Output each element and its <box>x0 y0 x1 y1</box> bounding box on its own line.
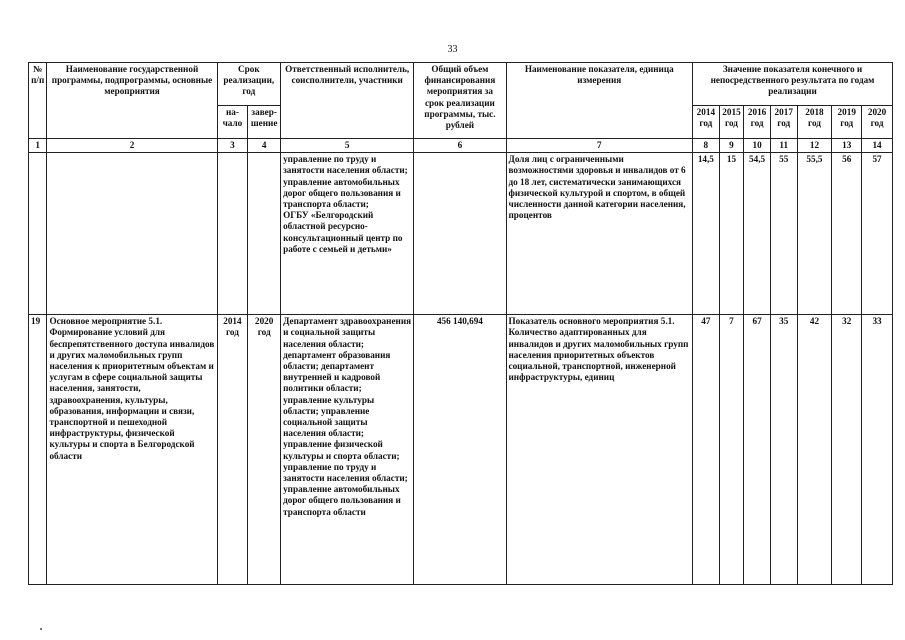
row-funding <box>414 153 506 315</box>
header-year-2014: 2014 год <box>693 106 720 139</box>
row-value-2020: 57 <box>862 153 893 315</box>
row-value-2018: 42 <box>797 315 832 585</box>
row-executors: управление по труду и занятости населения области; управление автомобильных дорог общего пользования и транспорта области; ОГБУ «Белгородский областной ресурсно-консультационный центр по работе с семьей и детьми» <box>281 153 414 315</box>
column-number: 3 <box>217 139 248 153</box>
row-value-2017: 55 <box>770 153 797 315</box>
column-number: 12 <box>797 139 832 153</box>
column-number: 1 <box>29 139 47 153</box>
row-value-2020: 33 <box>862 315 893 585</box>
column-number: 8 <box>693 139 720 153</box>
page-number: 33 <box>447 44 458 55</box>
row-start-year <box>217 153 248 315</box>
row-number: 19 <box>29 315 47 585</box>
column-number: 9 <box>719 139 744 153</box>
column-number: 11 <box>770 139 797 153</box>
header-indicator: Наименование показателя, единица измерения <box>506 63 693 139</box>
row-program-name <box>47 153 217 315</box>
header-year-2019: 2019 год <box>832 106 862 139</box>
header-term: Срок реализации, год <box>217 63 281 106</box>
column-number: 6 <box>414 139 506 153</box>
row-value-2018: 55,5 <box>797 153 832 315</box>
row-value-2014: 14,5 <box>693 153 720 315</box>
table-row <box>29 153 893 315</box>
header-year-2018: 2018 год <box>797 106 832 139</box>
header-year-2017: 2017 год <box>770 106 797 139</box>
header-start: на- чало <box>217 106 248 139</box>
scan-speck <box>40 628 42 630</box>
row-value-2017: 35 <box>770 315 797 585</box>
row-end-year: 2020 год <box>248 315 281 585</box>
program-table <box>28 62 893 585</box>
column-number: 14 <box>862 139 893 153</box>
table-row <box>29 315 893 585</box>
column-number: 5 <box>281 139 414 153</box>
row-funding: 456 140,694 <box>414 315 506 585</box>
column-number: 10 <box>744 139 771 153</box>
column-number: 4 <box>248 139 281 153</box>
row-start-year: 2014 год <box>217 315 248 585</box>
row-indicator: Доля лиц с ограниченными возможностями здоровья и инвалидов от 6 до 18 лет, систематически занимающихся физической культурой и спортом, в общей численности данной категории населения, процентов <box>506 153 693 315</box>
row-value-2016: 54,5 <box>744 153 771 315</box>
row-value-2019: 32 <box>832 315 862 585</box>
header-year-2015: 2015 год <box>719 106 744 139</box>
row-number <box>29 153 47 315</box>
column-number-row <box>29 139 893 153</box>
row-value-2016: 67 <box>744 315 771 585</box>
row-value-2014: 47 <box>693 315 720 585</box>
row-value-2015: 7 <box>719 315 744 585</box>
header-number: № п/п <box>29 63 47 139</box>
column-number: 7 <box>506 139 693 153</box>
row-value-2019: 56 <box>832 153 862 315</box>
header-values: Значение показателя конечного и непосредственного результата по годам реализации <box>693 63 893 106</box>
header-program-name: Наименование государственной программы, подпрограммы, основные мероприятия <box>47 63 217 139</box>
header-executors: Ответственный исполнитель, соисполнители, участники <box>281 63 414 139</box>
header-end: завер- шение <box>248 106 281 139</box>
header-funding: Общий объем финансирования мероприятия за срок реализации программы, тыс. рублей <box>414 63 506 139</box>
row-indicator: Показатель основного мероприятия 5.1. Количество адаптированных для инвалидов и других маломобильных групп населения приоритетных объектов социальной, транспортной, инженерной инфраструктуры, единиц <box>506 315 693 585</box>
row-program-name: Основное мероприятие 5.1. Формирование условий для беспрепятственного доступа инвалидов и других маломобильных групп населения к приоритетным объектам и услугам в сфере социальной защиты населения, занятости, здравоохранения, культуры, образования, информации и связи, транспортной и пешеходной инфраструктуры, физической культуры и спорта в Белгородской области <box>47 315 217 585</box>
header-year-2020: 2020 год <box>862 106 893 139</box>
header-year-2016: 2016 год <box>744 106 771 139</box>
header-row-1 <box>29 63 893 106</box>
column-number: 13 <box>832 139 862 153</box>
row-executors: Департамент здравоохранения и социальной защиты населения области; департамент образования области; департамент внутренней и кадровой политики области; управление культуры области; управление социальной защиты населения области; управление физической культуры и спорта области; управление по труду и занятости населения области; управление автомобильных дорог общего пользования и транспорта области <box>281 315 414 585</box>
row-value-2015: 15 <box>719 153 744 315</box>
row-end-year <box>248 153 281 315</box>
column-number: 2 <box>47 139 217 153</box>
